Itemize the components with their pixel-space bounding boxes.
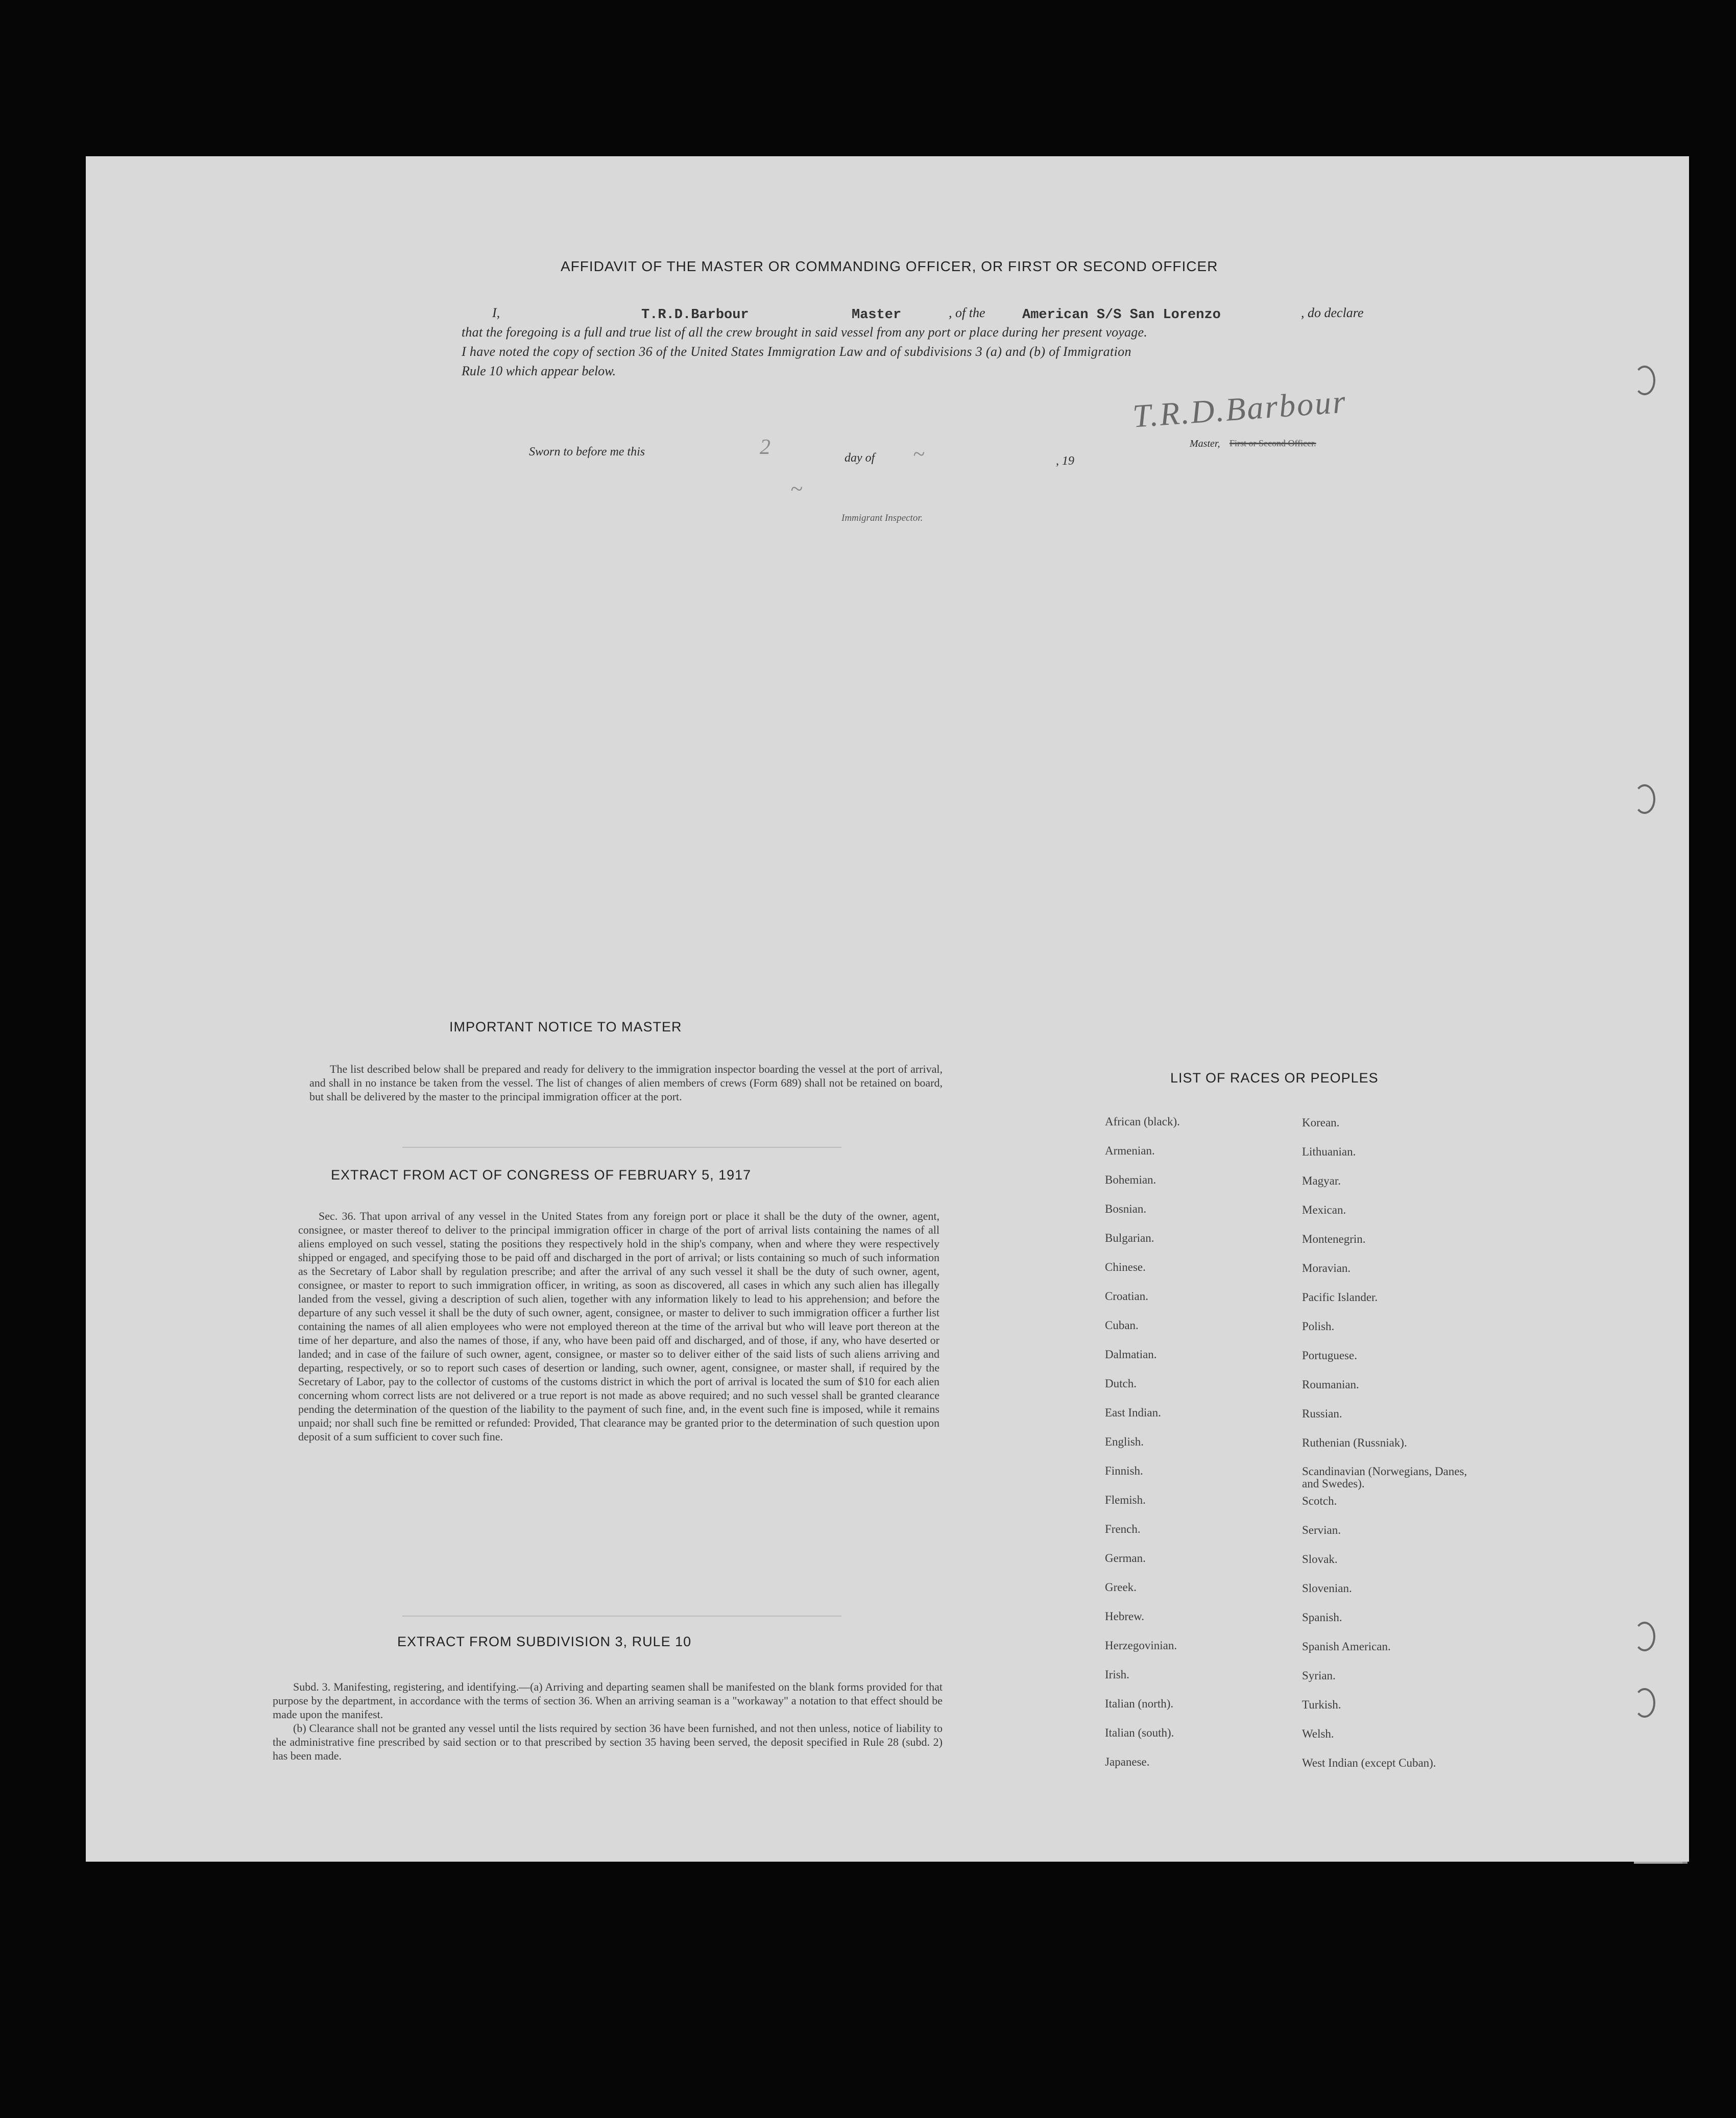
act-title: EXTRACT FROM ACT OF CONGRESS OF FEBRUARY 5, 1917: [331, 1167, 752, 1183]
race-item: Flemish.: [1105, 1494, 1146, 1506]
race-item: Lithuanian.: [1302, 1145, 1356, 1158]
race-item: Bulgarian.: [1105, 1232, 1154, 1244]
act-text-block: [298, 1209, 939, 1443]
race-item: Montenegrin.: [1302, 1233, 1366, 1245]
race-item: Cuban.: [1105, 1319, 1139, 1332]
master-label: Master,: [1190, 438, 1220, 449]
day-of-label: day of: [845, 451, 875, 465]
sworn-label: Sworn to before me this: [529, 445, 645, 459]
race-item: Japanese.: [1105, 1755, 1150, 1768]
race-item: Chinese.: [1105, 1261, 1146, 1273]
notice-text-block: [309, 1062, 943, 1103]
act-section-36: Sec. 36. That upon arrival of any vessel in the United States from any foreign port or place it shall be the duty of the owner, agent, consignee, or master thereof to deliver to the principal immigration officer in charge of the port of arrival lists containing the names of all aliens employed on such vessel, stating the positions they respectively hold in the ship's company, when and where they were respectively shipped or engaged, and specifying those to be paid off and discharged in the port of arrival; or lists containing so much of such information as the Secretary of Labor shall by regulation prescribe; and after the arrival of any such vessel it shall be the duty of such owner, agent, consignee, or master to report to such immigration officer, in writing, as soon as discovered, all cases in which any such alien has illegally landed from the vessel, giving a description of such alien, together with any information likely to lead to his apprehension; and before the departure of any such vessel it shall be the duty of such owner, agent, consignee, or master to deliver to such immigration officer a further list containing the names of all alien employees who were not employed thereon at the time of the arrival but who will leave port thereon at the time of her departure, and also the names of those, if any, who have been paid off and discharged, and of those, if any, who have deserted or landed; and in case of the failure of such owner, agent, consignee, or master so to deliver either of the said lists of such aliens arriving and departing, respectively, or so to report such cases of desertion or landing, such owner, agent, consignee, or master shall, if required by the Secretary of Labor, pay to the collector of customs of the customs district in which the port of arrival is located the sum of $10 for each alien concerning whom correct lists are not delivered or a true report is not made as above required; and no such vessel shall be granted clearance pending the determination of the question of the liability to the payment of such fine, and, in the event such fine is imposed, while it remains unpaid; nor shall such fine be remitted or refunded: Provided, That clearance may be granted prior to the determination of such question upon deposit of a sum sufficient to cover such fine.: [298, 1210, 939, 1443]
race-item: Mexican.: [1302, 1204, 1346, 1216]
race-item: Bosnian.: [1105, 1202, 1147, 1215]
manifest-page: [86, 156, 1689, 1862]
master-signature: T.R.D.Barbour: [1131, 383, 1348, 435]
affidavit-i-label: I,: [492, 305, 500, 320]
race-item: Scandinavian (Norwegians, Danes, and Swedes).: [1302, 1465, 1467, 1490]
races-title: LIST OF RACES OR PEOPLES: [1170, 1070, 1379, 1086]
race-item: Croatian.: [1105, 1290, 1148, 1303]
inspector-signature: ~: [790, 476, 803, 501]
do-declare-label: , do declare: [1301, 305, 1364, 320]
race-item: Roumanian.: [1302, 1378, 1359, 1391]
race-item: Greek.: [1105, 1581, 1137, 1594]
rule-subdivision-b: (b) Clearance shall not be granted any vessel until the lists required by section 36 have been furnished, and not then unless, notice of liability to the administrative fine prescribed by said section or to that prescribed by section 35 having been served, the deposit specified in Rule 28 (subd. 2) has been made.: [273, 1722, 943, 1762]
race-item: German.: [1105, 1552, 1146, 1565]
race-item: Magyar.: [1302, 1174, 1341, 1187]
sworn-day-handwriting: 2: [760, 436, 770, 459]
race-item: Turkish.: [1302, 1698, 1341, 1711]
race-item: Bohemian.: [1105, 1173, 1156, 1186]
race-item: Polish.: [1302, 1320, 1335, 1333]
rank-field: Master: [852, 307, 902, 323]
race-item: Scotch.: [1302, 1495, 1337, 1507]
race-item: Moravian.: [1302, 1262, 1351, 1274]
notice-paragraph: The list described below shall be prepared and ready for delivery to the immigration inspector boarding the vessel at the port of arrival, and shall in no instance be taken from the vessel. The list of changes of alien members of crews (Form 689) shall not be retained on board, but shall be delivered by the master to the principal immigration officer at the port.: [309, 1063, 943, 1103]
race-item: Hebrew.: [1105, 1610, 1145, 1623]
race-item: Italian (north).: [1105, 1697, 1174, 1710]
punch-hole: [1634, 784, 1655, 814]
race-item: West Indian (except Cuban).: [1302, 1756, 1436, 1769]
affidavit-line-2: that the foregoing is a full and true list of all the crew brought in said vessel from any port or place during her present voyage.: [462, 325, 1147, 340]
rule-title: EXTRACT FROM SUBDIVISION 3, RULE 10: [397, 1634, 692, 1649]
race-item: African (black).: [1105, 1115, 1180, 1128]
rule-subdivision-a: Subd. 3. Manifesting, registering, and identifying.—(a) Arriving and departing seamen shall be manifested on the blank forms provided for that purpose by the department, in accordance with the terms of section 36. When an arriving seaman is a "workaway" a notation to that effect should be made upon the manifest.: [273, 1680, 943, 1721]
race-item: Slovenian.: [1302, 1582, 1352, 1595]
divider: [402, 1616, 841, 1617]
race-item: Welsh.: [1302, 1727, 1334, 1740]
affidavit-line-3: I have noted the copy of section 36 of the United States Immigration Law and of subdivisions 3 (a) and (b) of Immigration: [462, 344, 1131, 359]
race-item: Korean.: [1302, 1116, 1340, 1129]
race-item: Russian.: [1302, 1407, 1342, 1420]
year-label: , 19: [1056, 454, 1074, 468]
race-item: Servian.: [1302, 1524, 1341, 1536]
rule-text-block: [273, 1680, 943, 1763]
race-item: Spanish.: [1302, 1611, 1342, 1624]
notice-title: IMPORTANT NOTICE TO MASTER: [449, 1019, 682, 1034]
race-item: Dalmatian.: [1105, 1348, 1157, 1361]
race-item: Finnish.: [1105, 1464, 1143, 1477]
race-item: Ruthenian (Russniak).: [1302, 1436, 1407, 1449]
divider: [402, 1147, 841, 1148]
race-item: Armenian.: [1105, 1144, 1155, 1157]
punch-hole: [1634, 366, 1655, 395]
master-name-field: T.R.D.Barbour: [641, 307, 749, 323]
inspector-label: Immigrant Inspector.: [841, 513, 923, 523]
race-item: Spanish American.: [1302, 1640, 1391, 1653]
race-item: English.: [1105, 1435, 1144, 1448]
race-item: French.: [1105, 1523, 1141, 1535]
race-item: Syrian.: [1302, 1669, 1336, 1682]
race-item: Pacific Islander.: [1302, 1291, 1378, 1304]
affidavit-line-4: Rule 10 which appear below.: [462, 364, 616, 378]
race-item: Italian (south).: [1105, 1726, 1174, 1739]
race-item: Dutch.: [1105, 1377, 1137, 1390]
race-item: Herzegovinian.: [1105, 1639, 1177, 1652]
struck-officer-title: First or Second Officer.: [1229, 438, 1316, 448]
of-the-label: , of the: [949, 305, 985, 320]
punch-hole: [1634, 1688, 1655, 1718]
race-item: Irish.: [1105, 1668, 1129, 1681]
vessel-field: American S/S San Lorenzo: [1022, 307, 1221, 323]
race-item: Portuguese.: [1302, 1349, 1357, 1362]
race-item: Slovak.: [1302, 1553, 1338, 1566]
punch-hole: [1634, 1622, 1655, 1651]
affidavit-title: AFFIDAVIT OF THE MASTER OR COMMANDING OFFICER, OR FIRST OR SECOND OFFICER: [561, 258, 1218, 274]
sworn-month-handwriting: ~: [913, 443, 925, 466]
race-item: East Indian.: [1105, 1406, 1161, 1419]
